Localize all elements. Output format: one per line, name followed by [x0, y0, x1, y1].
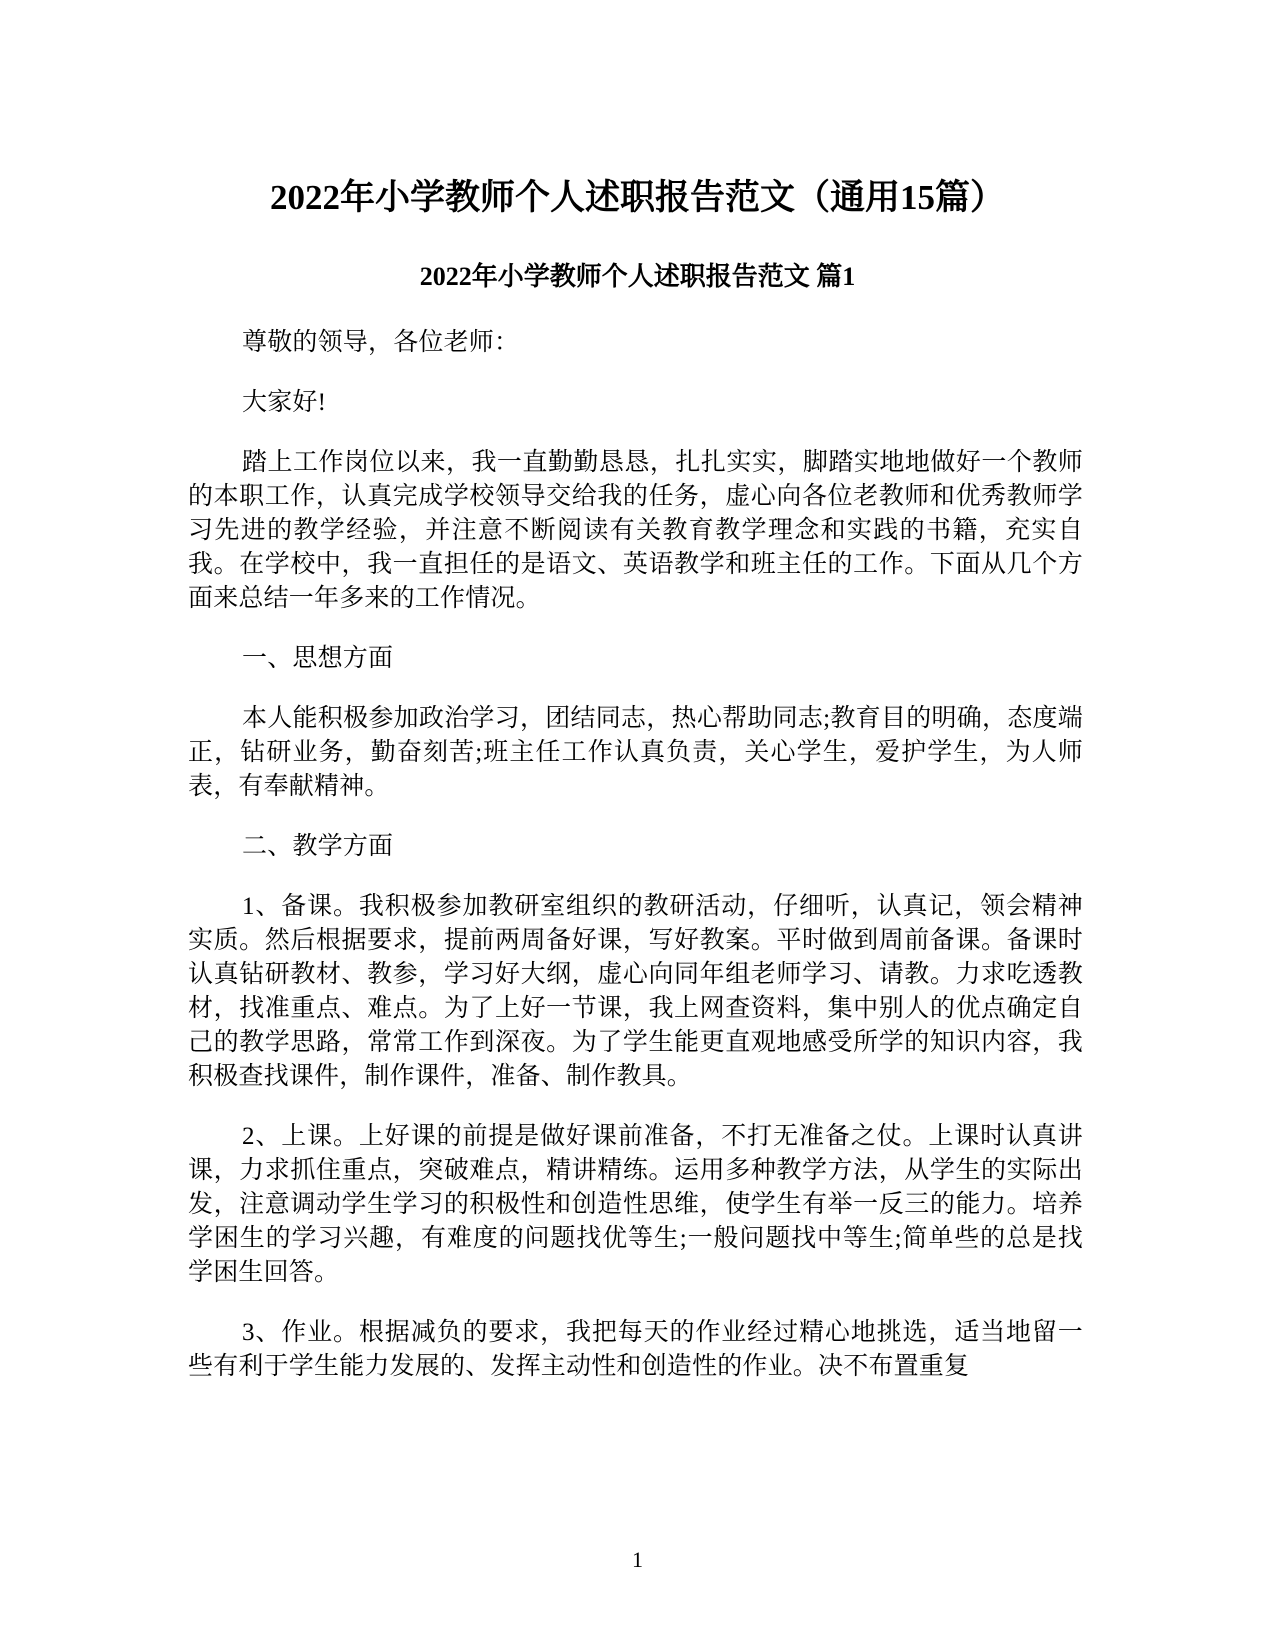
heading-ideology: 一、思想方面 — [242, 645, 394, 672]
salutation-paragraph: 尊敬的领导，各位老师： — [242, 329, 520, 356]
document-body — [188, 326, 1083, 1384]
ideology-paragraph: 本人能积极参加政治学习，团结同志，热心帮助同志;教育目的明确，态度端正，钻研业务，勤奋刻苦;班主任工作认真负责，关心学生，爱护学生，为人师表，有奉献精神。 — [188, 705, 1083, 800]
document-title: 2022年小学教师个人述职报告范文（通用15篇） — [269, 178, 1005, 217]
lesson-prep-paragraph: 1、备课。我积极参加教研室组织的教研活动，仔细听，认真记，领会精神实质。然后根据要求，提前两周备好课，写好教案。平时做到周前备课。备课时认真钻研教材、教参，学习好大纲，虚心向同年组老师学习、请教。力求吃透教材，找准重点、难点。为了上好一节课，我上网查资料，集中别人的优点确定自己的教学思路，常常工作到深夜。为了学生能更直观地感受所学的知识内容，我积极查找课件，制作课件，准备、制作教具。 — [188, 893, 1083, 1090]
class-teaching-paragraph: 2、上课。上好课的前提是做好课前准备，不打无准备之仗。上课时认真讲课，力求抓住重点，突破难点，精讲精练。运用多种教学方法，从学生的实际出发，注意调动学生学习的积极性和创造性思维，使学生有举一反三的能力。培养学困生的学习兴趣，有难度的问题找优等生;一般问题找中等生;简单些的总是找学困生回答。 — [188, 1123, 1083, 1286]
page-number: 1 — [632, 1547, 643, 1572]
intro-paragraph: 踏上工作岗位以来，我一直勤勤恳恳，扎扎实实，脚踏实地地做好一个教师的本职工作，认真完成学校领导交给我的任务，虚心向各位老教师和优秀教师学习先进的教学经验，并注意不断阅读有关教育教学理念和实践的书籍，充实自我。在学校中，我一直担任的是语文、英语教学和班主任的工作。下面从几个方面来总结一年多来的工作情况。 — [188, 449, 1083, 612]
homework-paragraph: 3、作业。根据减负的要求，我把每天的作业经过精心地挑选，适当地留一些有利于学生能力发展的、发挥主动性和创造性的作业。决不布置重复 — [188, 1319, 1083, 1380]
greeting-paragraph: 大家好! — [242, 389, 327, 416]
section-title: 2022年小学教师个人述职报告范文 篇1 — [419, 262, 856, 291]
heading-teaching: 二、教学方面 — [242, 833, 394, 860]
